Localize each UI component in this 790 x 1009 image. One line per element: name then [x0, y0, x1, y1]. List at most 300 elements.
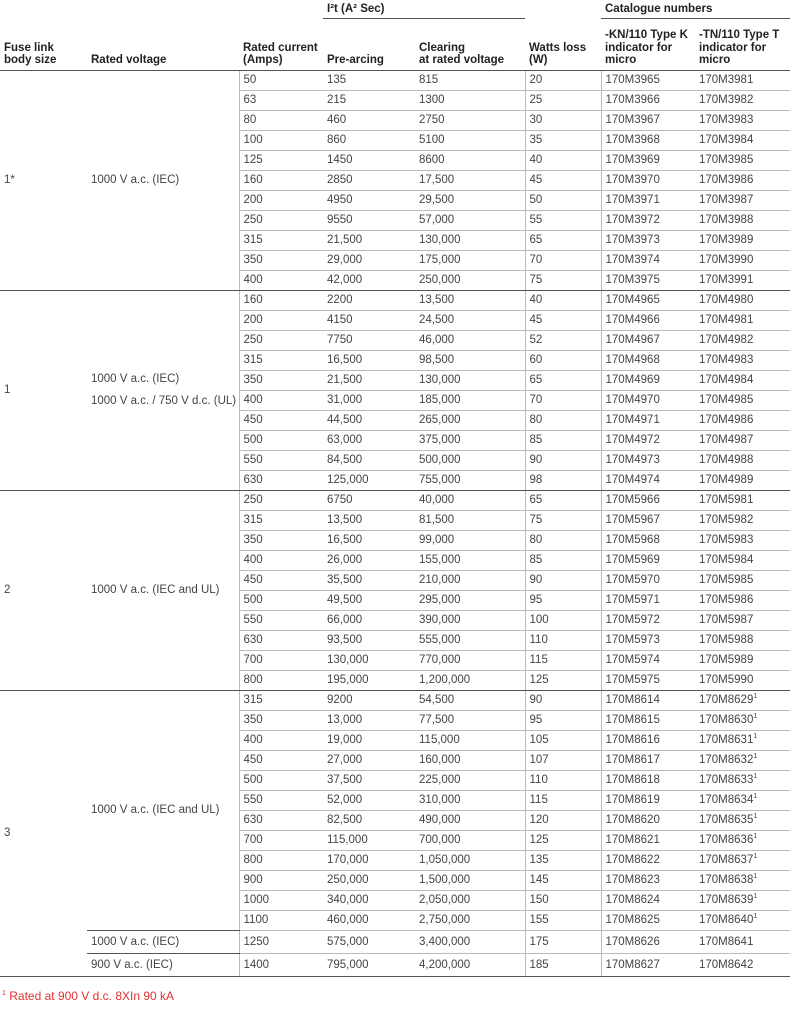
watts-loss-cell: 110 [525, 630, 601, 650]
rated-current-cell: 1250 [239, 930, 323, 953]
watts-loss-cell: 115 [525, 650, 601, 670]
kn-catalogue-cell: 170M5974 [601, 650, 695, 670]
pre-arcing-cell: 215 [323, 90, 415, 110]
body-size-cell: 2 [0, 490, 87, 690]
tn-catalogue-cell: 170M4987 [695, 430, 790, 450]
rated-current-cell: 350 [239, 530, 323, 550]
watts-loss-cell: 100 [525, 610, 601, 630]
rated-current-cell: 250 [239, 330, 323, 350]
rated-current-cell: 315 [239, 690, 323, 710]
tn-catalogue-cell: 170M4980 [695, 290, 790, 310]
watts-loss-cell: 80 [525, 530, 601, 550]
rated-voltage-line: 1000 V a.c. (IEC) [91, 373, 180, 385]
kn-catalogue-cell: 170M8619 [601, 790, 695, 810]
kn-catalogue-cell: 170M5968 [601, 530, 695, 550]
tn-catalogue-value: 170M8635 [699, 814, 754, 826]
watts-loss-cell: 105 [525, 730, 601, 750]
header-line: Watts loss [529, 41, 587, 54]
tn-catalogue-cell [695, 870, 790, 890]
rated-current-cell: 500 [239, 430, 323, 450]
footnote-ref-mark: 1 [753, 753, 758, 761]
kn-catalogue-cell: 170M3968 [601, 130, 695, 150]
pre-arcing-cell: 6750 [323, 490, 415, 510]
watts-loss-cell: 107 [525, 750, 601, 770]
kn-catalogue-cell: 170M8618 [601, 770, 695, 790]
pre-arcing-cell: 9550 [323, 210, 415, 230]
rated-current-cell: 50 [239, 70, 323, 90]
watts-loss-cell: 80 [525, 410, 601, 430]
pre-arcing-cell: 460,000 [323, 910, 415, 930]
watts-loss-cell: 65 [525, 370, 601, 390]
body-size-cell: 1 [0, 290, 87, 490]
table-row [0, 70, 790, 90]
rated-current-cell: 550 [239, 610, 323, 630]
watts-loss-cell: 65 [525, 490, 601, 510]
kn-catalogue-cell: 170M8624 [601, 890, 695, 910]
watts-loss-cell: 90 [525, 690, 601, 710]
tn-catalogue-cell: 170M5987 [695, 610, 790, 630]
pre-arcing-cell: 125,000 [323, 470, 415, 490]
clearing-cell: 185,000 [415, 390, 525, 410]
rated-voltage-line: 1000 V a.c. / 750 V d.c. (UL) [91, 395, 237, 407]
rated-voltage-line: 1000 V a.c. (IEC) [91, 935, 180, 948]
clearing-cell: 250,000 [415, 270, 525, 290]
clearing-cell: 46,000 [415, 330, 525, 350]
clearing-cell: 210,000 [415, 570, 525, 590]
clearing-cell: 5100 [415, 130, 525, 150]
clearing-cell: 225,000 [415, 770, 525, 790]
kn-catalogue-cell: 170M4971 [601, 410, 695, 430]
watts-loss-cell: 85 [525, 430, 601, 450]
pre-arcing-cell: 2850 [323, 170, 415, 190]
rated-voltage-cell [87, 290, 239, 490]
header-line: micro [699, 54, 731, 66]
tn-catalogue-cell: 170M3985 [695, 150, 790, 170]
clearing-cell: 40,000 [415, 490, 525, 510]
tn-catalogue-cell [695, 850, 790, 870]
pre-arcing-cell: 250,000 [323, 870, 415, 890]
rated-current-cell: 80 [239, 110, 323, 130]
clearing-cell: 555,000 [415, 630, 525, 650]
clearing-cell: 155,000 [415, 550, 525, 570]
rated-current-cell: 400 [239, 730, 323, 750]
kn-catalogue-cell: 170M8614 [601, 690, 695, 710]
clearing-cell: 2,750,000 [415, 910, 525, 930]
rated-current-cell: 630 [239, 470, 323, 490]
clearing-cell: 29,500 [415, 190, 525, 210]
rated-current-cell: 160 [239, 290, 323, 310]
clearing-cell: 390,000 [415, 610, 525, 630]
tn-catalogue-cell [695, 810, 790, 830]
clearing-cell: 24,500 [415, 310, 525, 330]
kn-catalogue-cell: 170M3970 [601, 170, 695, 190]
watts-loss-cell: 95 [525, 710, 601, 730]
clearing-cell: 8600 [415, 150, 525, 170]
rated-current-cell: 160 [239, 170, 323, 190]
pre-arcing-cell: 52,000 [323, 790, 415, 810]
pre-arcing-cell: 63,000 [323, 430, 415, 450]
tn-catalogue-cell: 170M4984 [695, 370, 790, 390]
watts-loss-cell: 40 [525, 150, 601, 170]
pre-arcing-cell: 4950 [323, 190, 415, 210]
rated-voltage-cell [87, 490, 239, 690]
header-line: Rated current [243, 41, 318, 54]
watts-loss-cell: 40 [525, 290, 601, 310]
table-row [0, 930, 790, 953]
tn-catalogue-cell: 170M4988 [695, 450, 790, 470]
clearing-cell: 770,000 [415, 650, 525, 670]
tn-catalogue-cell [695, 690, 790, 710]
tn-catalogue-value: 170M8629 [699, 694, 754, 706]
watts-loss-cell: 155 [525, 910, 601, 930]
kn-catalogue-cell: 170M4965 [601, 290, 695, 310]
clearing-cell: 13,500 [415, 290, 525, 310]
tn-catalogue-cell [695, 890, 790, 910]
rated-current-cell: 400 [239, 390, 323, 410]
rated-current-cell: 450 [239, 570, 323, 590]
watts-loss-header [525, 18, 601, 70]
clearing-cell: 500,000 [415, 450, 525, 470]
kn-catalogue-cell: 170M5975 [601, 670, 695, 690]
tn-catalogue-cell: 170M3988 [695, 210, 790, 230]
kn-catalogue-cell: 170M8622 [601, 850, 695, 870]
pre-arcing-cell: 16,500 [323, 530, 415, 550]
tn-catalogue-cell [695, 830, 790, 850]
clearing-cell: 310,000 [415, 790, 525, 810]
watts-loss-cell: 125 [525, 670, 601, 690]
tn-catalogue-cell [695, 750, 790, 770]
pre-arcing-cell: 66,000 [323, 610, 415, 630]
rated-voltage-line: 1000 V a.c. (IEC and UL) [91, 804, 220, 816]
clearing-cell: 375,000 [415, 430, 525, 450]
header-line: at rated voltage [419, 54, 504, 66]
rated-current-header [239, 18, 323, 70]
watts-loss-cell: 185 [525, 953, 601, 976]
kn-catalogue-cell: 170M3965 [601, 70, 695, 90]
tn-catalogue-value: 170M8634 [699, 794, 754, 806]
rated-current-cell: 700 [239, 650, 323, 670]
footnote-ref-mark: 1 [753, 813, 758, 821]
watts-loss-cell: 20 [525, 70, 601, 90]
kn-catalogue-cell: 170M3973 [601, 230, 695, 250]
header-line: Clearing [419, 41, 466, 54]
body-size-header [0, 18, 87, 70]
rated-current-cell: 550 [239, 790, 323, 810]
tn-catalogue-cell: 170M3987 [695, 190, 790, 210]
rated-current-cell: 250 [239, 490, 323, 510]
kn-catalogue-cell: 170M5972 [601, 610, 695, 630]
tn-catalogue-cell: 170M5981 [695, 490, 790, 510]
clearing-cell: 115,000 [415, 730, 525, 750]
watts-loss-cell: 65 [525, 230, 601, 250]
table-row [0, 953, 790, 976]
tn-catalogue-value: 170M8639 [699, 894, 754, 906]
rated-voltage-line: 1000 V a.c. (IEC) [91, 174, 180, 186]
rated-current-cell: 630 [239, 630, 323, 650]
pre-arcing-cell: 21,500 [323, 370, 415, 390]
kn-catalogue-cell: 170M3972 [601, 210, 695, 230]
watts-loss-cell: 135 [525, 850, 601, 870]
kn-catalogue-cell: 170M5967 [601, 510, 695, 530]
rated-current-cell: 350 [239, 710, 323, 730]
pre-arcing-cell: 82,500 [323, 810, 415, 830]
clearing-cell: 3,400,000 [415, 930, 525, 953]
rated-current-cell: 315 [239, 350, 323, 370]
header-line: body size [4, 54, 57, 66]
header-line: Fuse link [4, 41, 54, 54]
rated-voltage-header [87, 18, 239, 70]
tn-catalogue-cell: 170M3986 [695, 170, 790, 190]
tn-catalogue-cell: 170M5988 [695, 630, 790, 650]
tn-catalogue-cell: 170M3981 [695, 70, 790, 90]
watts-loss-cell: 115 [525, 790, 601, 810]
clearing-cell: 1,050,000 [415, 850, 525, 870]
kn-catalogue-cell: 170M4972 [601, 430, 695, 450]
tn-catalogue-value: 170M8631 [699, 734, 754, 746]
table-row [0, 290, 790, 310]
kn-catalogue-cell: 170M4968 [601, 350, 695, 370]
rated-current-cell: 350 [239, 370, 323, 390]
kn-catalogue-cell: 170M5973 [601, 630, 695, 650]
rated-current-cell: 200 [239, 310, 323, 330]
rated-current-cell: 800 [239, 850, 323, 870]
tn-catalogue-cell: 170M3991 [695, 270, 790, 290]
watts-loss-cell: 45 [525, 170, 601, 190]
footnote-ref-mark: 1 [753, 793, 758, 801]
kn-catalogue-cell: 170M4973 [601, 450, 695, 470]
tn-catalogue-cell: 170M4982 [695, 330, 790, 350]
rated-current-cell: 700 [239, 830, 323, 850]
body-size-cell: 1* [0, 70, 87, 290]
rated-current-cell: 400 [239, 270, 323, 290]
pre-arcing-cell: 21,500 [323, 230, 415, 250]
clearing-cell: 2,050,000 [415, 890, 525, 910]
clearing-cell: 17,500 [415, 170, 525, 190]
kn-catalogue-cell: 170M4967 [601, 330, 695, 350]
tn-catalogue-cell: 170M4981 [695, 310, 790, 330]
tn-catalogue-value: 170M8633 [699, 774, 754, 786]
watts-loss-cell: 70 [525, 250, 601, 270]
table-row [0, 490, 790, 510]
table-header [0, 0, 790, 70]
tn-catalogue-cell [695, 710, 790, 730]
footnote-ref-mark: 1 [753, 693, 758, 701]
clearing-cell: 1,200,000 [415, 670, 525, 690]
pre-arcing-cell: 29,000 [323, 250, 415, 270]
kn-catalogue-cell: 170M5966 [601, 490, 695, 510]
tn-catalogue-cell: 170M8642 [695, 953, 790, 976]
kn-catalogue-cell: 170M8621 [601, 830, 695, 850]
clearing-cell: 81,500 [415, 510, 525, 530]
pre-arcing-cell: 13,000 [323, 710, 415, 730]
pre-arcing-cell: 460 [323, 110, 415, 130]
rated-voltage-line: 900 V a.c. (IEC) [91, 958, 173, 971]
kn-catalogue-cell: 170M8623 [601, 870, 695, 890]
rated-voltage-cell [87, 953, 239, 976]
pre-arcing-cell: 860 [323, 130, 415, 150]
table-row [0, 690, 790, 710]
header-line: (W) [529, 54, 548, 66]
rated-current-cell: 1100 [239, 910, 323, 930]
rated-current-cell: 200 [239, 190, 323, 210]
tn-catalogue-cell: 170M3983 [695, 110, 790, 130]
kn-catalogue-cell: 170M8617 [601, 750, 695, 770]
tn-catalogue-cell: 170M3982 [695, 90, 790, 110]
clearing-cell: 57,000 [415, 210, 525, 230]
watts-loss-cell: 150 [525, 890, 601, 910]
kn-catalogue-cell: 170M4970 [601, 390, 695, 410]
pre-arcing-cell: 27,000 [323, 750, 415, 770]
pre-arcing-cell: 31,000 [323, 390, 415, 410]
kn-catalogue-cell: 170M4969 [601, 370, 695, 390]
pre-arcing-cell: 130,000 [323, 650, 415, 670]
rated-current-cell: 500 [239, 590, 323, 610]
header-line: -TN/110 Type T [699, 29, 780, 41]
rated-current-cell: 350 [239, 250, 323, 270]
clearing-cell: 1300 [415, 90, 525, 110]
tn-catalogue-cell: 170M5985 [695, 570, 790, 590]
tn-catalogue-cell: 170M4986 [695, 410, 790, 430]
watts-loss-cell: 125 [525, 830, 601, 850]
watts-loss-cell: 98 [525, 470, 601, 490]
tn-catalogue-cell: 170M5984 [695, 550, 790, 570]
rated-current-cell: 450 [239, 750, 323, 770]
rated-current-cell: 315 [239, 230, 323, 250]
watts-loss-cell: 90 [525, 570, 601, 590]
watts-loss-cell: 25 [525, 90, 601, 110]
pre-arcing-header [323, 18, 415, 70]
clearing-cell: 815 [415, 70, 525, 90]
kn-catalogue-cell: 170M3967 [601, 110, 695, 130]
watts-loss-cell: 45 [525, 310, 601, 330]
tn-catalogue-cell: 170M4983 [695, 350, 790, 370]
pre-arcing-cell: 115,000 [323, 830, 415, 850]
rated-current-cell: 100 [239, 130, 323, 150]
rated-voltage-cell [87, 930, 239, 953]
rated-voltage-cell [87, 690, 239, 930]
clearing-cell: 54,500 [415, 690, 525, 710]
clearing-cell: 1,500,000 [415, 870, 525, 890]
clearing-cell: 2750 [415, 110, 525, 130]
kn-catalogue-cell: 170M5969 [601, 550, 695, 570]
pre-arcing-cell: 37,500 [323, 770, 415, 790]
kn-catalogue-cell: 170M3974 [601, 250, 695, 270]
rated-voltage-cell [87, 70, 239, 290]
pre-arcing-cell: 42,000 [323, 270, 415, 290]
clearing-cell: 130,000 [415, 370, 525, 390]
tn-catalogue-cell [695, 910, 790, 930]
watts-loss-cell: 70 [525, 390, 601, 410]
pre-arcing-cell: 2200 [323, 290, 415, 310]
pre-arcing-cell: 1450 [323, 150, 415, 170]
tn-catalogue-cell: 170M3990 [695, 250, 790, 270]
pre-arcing-cell: 19,000 [323, 730, 415, 750]
watts-loss-cell: 110 [525, 770, 601, 790]
kn-catalogue-cell: 170M3969 [601, 150, 695, 170]
tn-catalogue-cell: 170M5989 [695, 650, 790, 670]
clearing-cell: 265,000 [415, 410, 525, 430]
rated-current-cell: 250 [239, 210, 323, 230]
pre-arcing-cell: 795,000 [323, 953, 415, 976]
kn-catalogue-cell: 170M5971 [601, 590, 695, 610]
clearing-cell: 98,500 [415, 350, 525, 370]
rated-current-cell: 900 [239, 870, 323, 890]
rated-current-cell: 125 [239, 150, 323, 170]
footnote [2, 989, 174, 1003]
kn-catalogue-cell: 170M3971 [601, 190, 695, 210]
pre-arcing-cell: 195,000 [323, 670, 415, 690]
rated-current-cell: 1000 [239, 890, 323, 910]
rated-current-cell: 63 [239, 90, 323, 110]
clearing-cell: 160,000 [415, 750, 525, 770]
header-line: Rated voltage [91, 54, 167, 66]
watts-loss-cell: 30 [525, 110, 601, 130]
watts-loss-cell: 35 [525, 130, 601, 150]
i2t-group-header: I²t (A² Sec) [323, 0, 525, 18]
rated-current-cell: 1400 [239, 953, 323, 976]
kn-catalogue-header [601, 18, 695, 70]
pre-arcing-cell: 135 [323, 70, 415, 90]
watts-loss-cell: 75 [525, 510, 601, 530]
pre-arcing-cell: 340,000 [323, 890, 415, 910]
tn-catalogue-cell: 170M5986 [695, 590, 790, 610]
tn-catalogue-cell: 170M4989 [695, 470, 790, 490]
kn-catalogue-cell: 170M8625 [601, 910, 695, 930]
tn-catalogue-value: 170M8640 [699, 914, 754, 926]
footnote-ref-mark: 1 [753, 913, 758, 921]
tn-catalogue-header [695, 18, 790, 70]
clearing-cell: 755,000 [415, 470, 525, 490]
kn-catalogue-cell: 170M8627 [601, 953, 695, 976]
clearing-cell: 4,200,000 [415, 953, 525, 976]
watts-loss-cell: 145 [525, 870, 601, 890]
header-line: -KN/110 Type K [605, 29, 688, 41]
clearing-cell: 130,000 [415, 230, 525, 250]
footnote-ref-mark: 1 [753, 773, 758, 781]
footnote-ref-mark: 1 [753, 713, 758, 721]
watts-loss-cell: 52 [525, 330, 601, 350]
clearing-cell: 295,000 [415, 590, 525, 610]
clearing-cell: 700,000 [415, 830, 525, 850]
tn-catalogue-cell [695, 790, 790, 810]
tn-catalogue-value: 170M8638 [699, 874, 754, 886]
footnote-ref-mark: 1 [753, 893, 758, 901]
footnote-ref-mark: 1 [753, 833, 758, 841]
tn-catalogue-cell: 170M5983 [695, 530, 790, 550]
footnote-text: Rated at 900 V d.c. 8XIn 90 kA [9, 989, 175, 1003]
tn-catalogue-cell: 170M3984 [695, 130, 790, 150]
pre-arcing-cell: 575,000 [323, 930, 415, 953]
pre-arcing-cell: 26,000 [323, 550, 415, 570]
header-line: indicator for [605, 41, 673, 54]
kn-catalogue-cell: 170M8615 [601, 710, 695, 730]
rated-current-cell: 400 [239, 550, 323, 570]
rated-current-cell: 315 [239, 510, 323, 530]
rated-current-cell: 630 [239, 810, 323, 830]
footnote-mark: 1 [2, 990, 6, 997]
watts-loss-cell: 85 [525, 550, 601, 570]
pre-arcing-cell: 170,000 [323, 850, 415, 870]
tn-catalogue-cell [695, 770, 790, 790]
rated-current-cell: 550 [239, 450, 323, 470]
watts-loss-cell: 60 [525, 350, 601, 370]
tn-catalogue-cell: 170M3989 [695, 230, 790, 250]
watts-loss-cell: 120 [525, 810, 601, 830]
watts-loss-cell: 75 [525, 270, 601, 290]
tn-catalogue-value: 170M8632 [699, 754, 754, 766]
rated-current-cell: 450 [239, 410, 323, 430]
pre-arcing-cell: 49,500 [323, 590, 415, 610]
